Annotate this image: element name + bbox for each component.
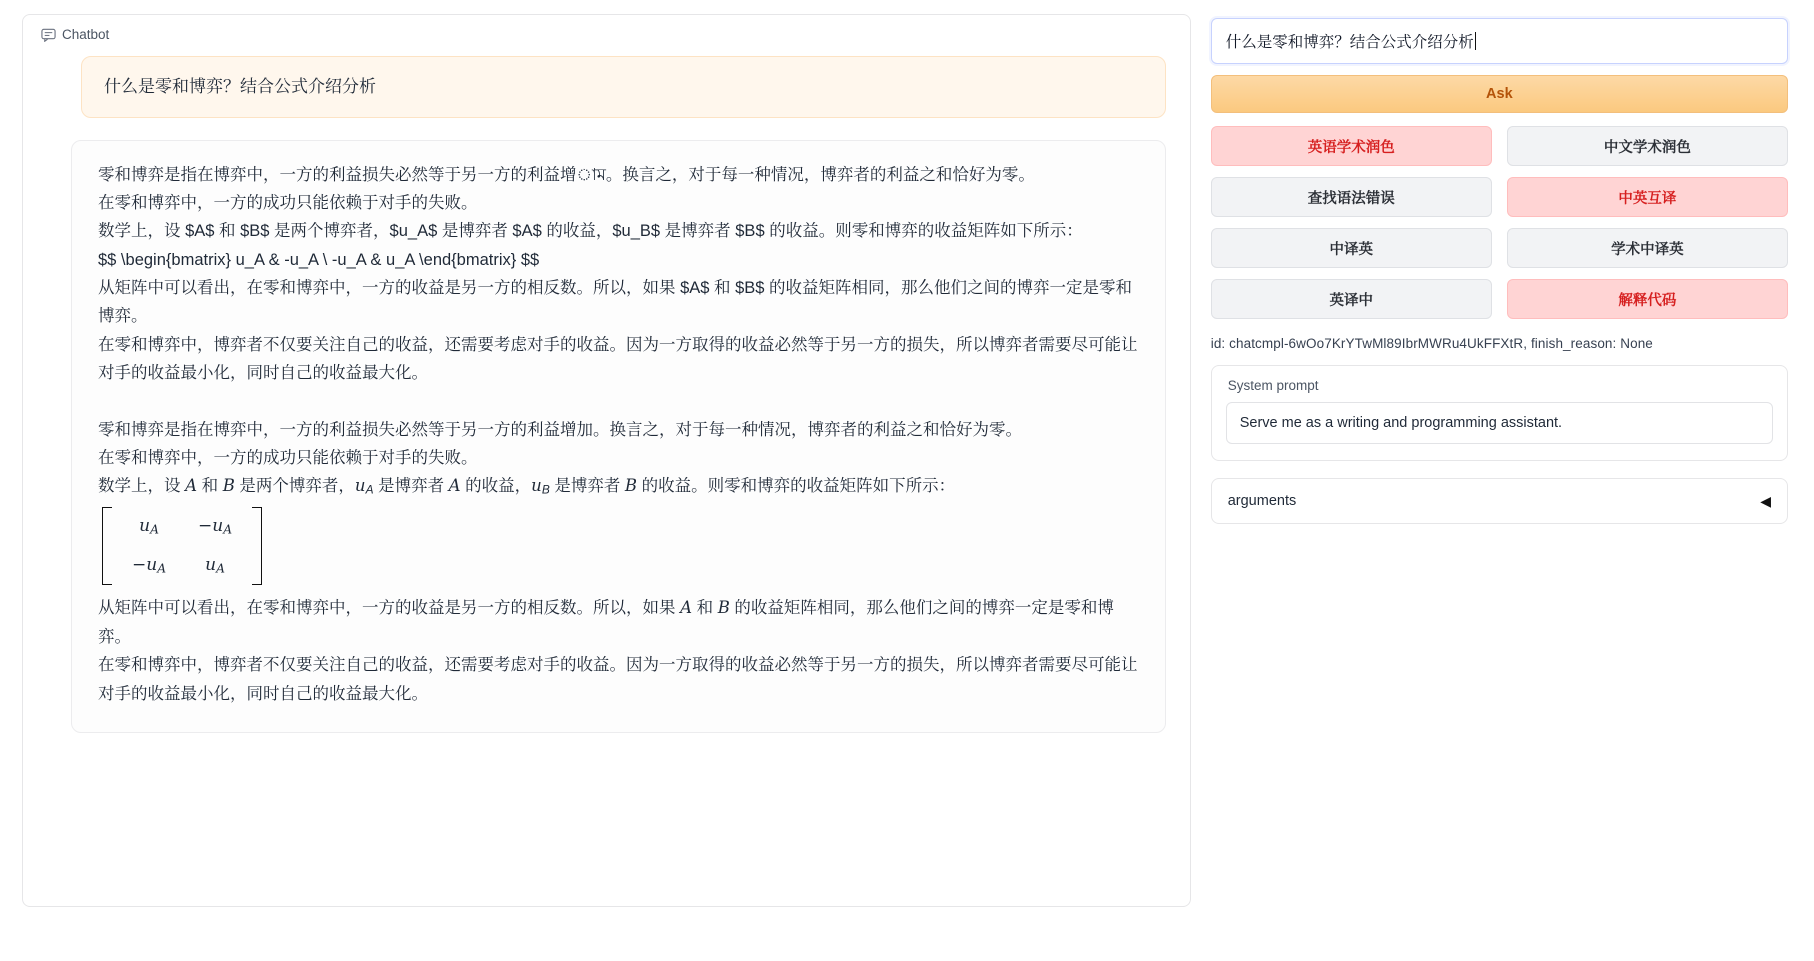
math-var-b2: B — [624, 476, 638, 496]
text-frag: 和 — [692, 599, 718, 618]
math-var-b3: B — [717, 598, 730, 618]
text-frag: 数学上，设 — [98, 477, 186, 496]
text-frag: 和 — [197, 477, 223, 496]
math-var-ub-sub: B — [541, 482, 550, 497]
system-prompt-label: System prompt — [1227, 378, 1319, 393]
function-button-en-to-cn[interactable]: 英译中 — [1211, 279, 1492, 319]
bot-raw-line-1: 零和博弈是指在博弈中，一方的利益损失必然等于另一方的利益增াম。换言之，对于每一种情况，博弈者的利益之和恰好为零。 — [98, 165, 1035, 184]
text-frag: 的收益矩阵相同，那么他们之间的博弈一定是零和博弈。 — [98, 599, 1114, 646]
text-frag: 是博弈者 — [549, 477, 625, 496]
function-button-grid — [1211, 126, 1788, 319]
text-frag: 是两个博弈者， — [234, 477, 355, 496]
math-var-a3: A — [680, 598, 693, 618]
text-frag: 的收益。则零和博弈的收益矩阵如下所示： — [637, 477, 956, 496]
text-caret — [1475, 32, 1476, 50]
chevron-left-icon: ◀ — [1760, 492, 1771, 509]
math-var-a2: A — [448, 476, 461, 496]
payoff-matrix — [102, 507, 262, 585]
matrix-bracket-left — [102, 507, 112, 585]
ask-button[interactable]: Ask — [1211, 75, 1788, 113]
text-frag: 从矩阵中可以看出，在零和博弈中，一方的收益是另一方的相反数。所以，如果 — [98, 599, 681, 618]
bot-rendered-line-5 — [98, 594, 1139, 651]
matrix-bracket-right — [252, 507, 262, 585]
bot-raw-line-4: $$ \begin{bmatrix} u_A & -u_A \ -u_A & u_A \end{bmatrix} $$ — [98, 250, 540, 269]
math-var-b: B — [222, 476, 235, 496]
matrix-table — [116, 507, 248, 585]
text-frag: 是博弈者 — [373, 477, 449, 496]
function-button-explain-code[interactable]: 解释代码 — [1507, 279, 1788, 319]
function-button-cn-en-translate[interactable]: 中英互译 — [1507, 177, 1788, 217]
matrix-row — [116, 507, 248, 546]
function-button-cn-to-en[interactable]: 中译英 — [1211, 228, 1492, 268]
function-button-chinese-polish[interactable]: 中文学术润色 — [1507, 126, 1788, 166]
bot-raw-line-2: 在零和博弈中，一方的成功只能依赖于对手的失败。 — [98, 193, 478, 212]
matrix-cell-r2c1: −uA — [132, 554, 167, 576]
chatbot-panel-label — [35, 25, 115, 50]
prompt-input[interactable] — [1211, 18, 1788, 64]
math-var-ub: u — [531, 476, 542, 496]
message-spacer — [98, 388, 1139, 416]
bot-rendered-line-1: 零和博弈是指在博弈中，一方的利益损失必然等于另一方的利益增加。换言之，对于每一种情况，博弈者的利益之和恰好为零。 — [98, 420, 1022, 439]
system-prompt-card — [1211, 365, 1788, 461]
user-message-bubble — [81, 56, 1166, 118]
control-sidebar — [1211, 14, 1788, 961]
math-var-ua-sub: A — [365, 482, 374, 497]
matrix-cell-r2c2: uA — [205, 554, 225, 576]
status-text: id: chatcmpl-6wOo7KrYTwMl89IbrMWRu4UkFFXtR, finish_reason: None — [1210, 336, 1653, 351]
matrix-row — [116, 546, 248, 585]
chat-bubble-icon — [41, 27, 56, 42]
prompt-input-value: 什么是零和博弈？结合公式介绍分析 — [1225, 34, 1474, 51]
arguments-accordion-label: arguments — [1227, 493, 1297, 509]
bot-rendered-line-2: 在零和博弈中，一方的成功只能依赖于对手的失败。 — [98, 448, 478, 467]
chatbot-label-text: Chatbot — [62, 27, 110, 42]
chatbot-panel — [22, 14, 1191, 907]
math-var-ua: u — [354, 476, 366, 496]
bot-rendered-line-6: 在零和博弈中，博弈者不仅要关注自己的收益，还需要考虑对手的收益。因为一方取得的收益必然等于另一方的损失，所以博弈者需要尽可能让对手的收益最小化，同时自己的收益最大化。 — [98, 656, 1138, 703]
bot-rendered-line-3 — [98, 472, 1139, 500]
user-message-text: 什么是零和博弈？结合公式介绍分析 — [104, 77, 376, 96]
bot-raw-line-3: 数学上，设 $A$ 和 $B$ 是两个博弈者，$u_A$ 是博弈者 $A$ 的收益，$u_B$ 是博弈者 $B$ 的收益。则零和博弈的收益矩阵如下所示： — [98, 222, 1083, 241]
bot-raw-line-6: 在零和博弈中，博弈者不仅要关注自己的收益，还需要考虑对手的收益。因为一方取得的收益必然等于另一方的损失，所以博弈者需要尽可能让对手的收益最小化，同时自己的收益最大化。 — [98, 335, 1138, 383]
system-prompt-input[interactable] — [1226, 402, 1773, 444]
bot-raw-line-5: 从矩阵中可以看出，在零和博弈中，一方的收益是另一方的相反数。所以，如果 $A$ 和 $B$ 的收益矩阵相同，那么他们之间的博弈一定是零和博弈。 — [98, 279, 1133, 326]
text-frag: 的收益， — [460, 477, 532, 496]
arguments-accordion[interactable] — [1211, 478, 1788, 524]
math-var-a: A — [185, 476, 198, 496]
function-button-grammar-check[interactable]: 查找语法错误 — [1211, 177, 1492, 217]
matrix-cell-r1c1: uA — [139, 515, 159, 537]
bot-message-bubble — [71, 140, 1166, 733]
function-button-english-polish[interactable]: 英语学术润色 — [1211, 126, 1492, 166]
matrix-cell-r1c2: −uA — [198, 515, 233, 537]
function-button-academic-cn-to-en[interactable]: 学术中译英 — [1507, 228, 1788, 268]
